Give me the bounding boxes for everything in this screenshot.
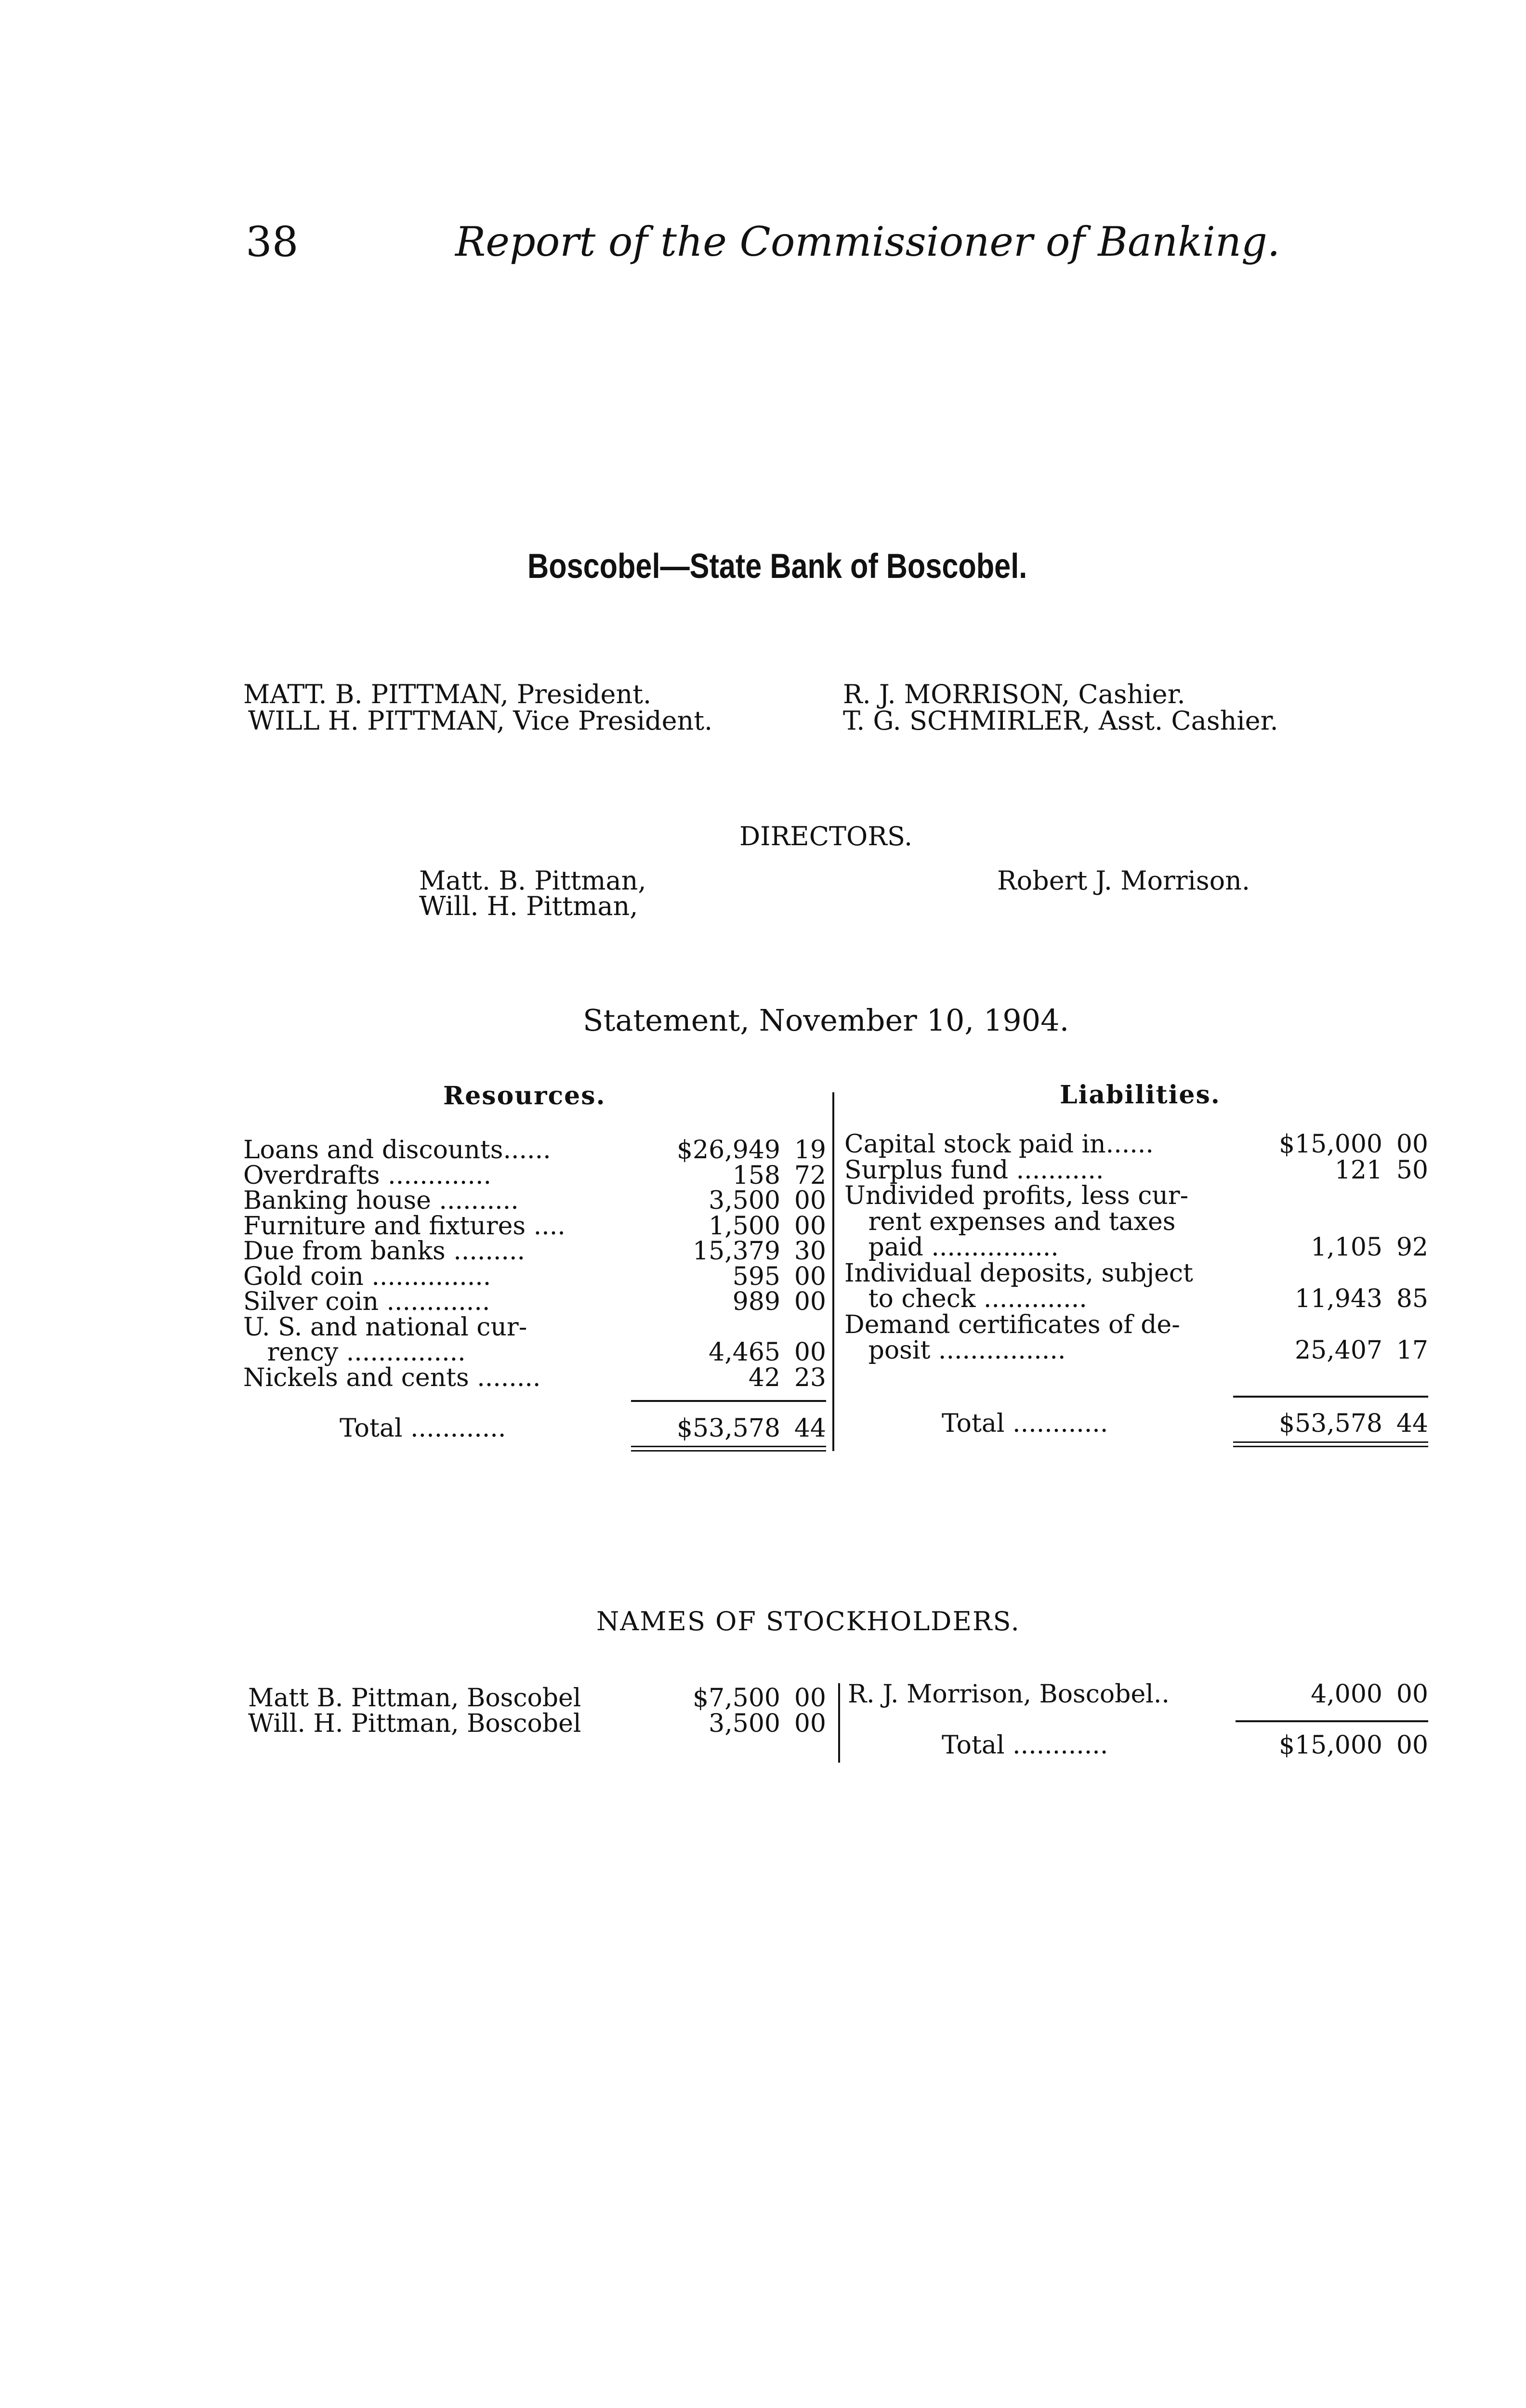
total-cents: 44 — [1396, 1409, 1428, 1438]
ledger-row — [243, 1211, 826, 1241]
total-rule — [1236, 1720, 1428, 1722]
row-dollars: 3,500 — [709, 1186, 780, 1215]
row-cents: 85 — [1396, 1284, 1428, 1313]
total-rule — [1233, 1396, 1428, 1398]
row-cents: 00 — [794, 1338, 826, 1367]
stockholder-cents: 00 — [1396, 1680, 1428, 1709]
ledger-row — [243, 1312, 826, 1342]
row-cents: 00 — [794, 1186, 826, 1215]
officer-vice-president: WILL H. PITTMAN, Vice President. — [248, 706, 713, 736]
row-cents: 30 — [794, 1237, 826, 1266]
row-label: Loans and discounts...... — [243, 1136, 551, 1165]
row-dollars: 11,943 — [1295, 1284, 1382, 1313]
row-dollars: 158 — [732, 1161, 780, 1190]
ledger-row — [243, 1365, 826, 1390]
ledger-row — [243, 1163, 826, 1188]
row-cents: 17 — [1396, 1336, 1428, 1365]
row-dollars: 1,105 — [1311, 1233, 1382, 1262]
liabilities-total-row — [942, 1411, 1428, 1436]
statement-date: Statement, November 10, 1904. — [583, 1003, 1069, 1038]
total-dollars: $53,578 — [676, 1414, 780, 1443]
row-label: Undivided profits, less cur- — [844, 1181, 1189, 1210]
ledger-row — [243, 1264, 826, 1289]
directors-heading: DIRECTORS. — [739, 821, 913, 851]
stockholders-heading: NAMES OF STOCKHOLDERS. — [596, 1606, 1020, 1636]
director-name: Will. H. Pittman, — [419, 891, 638, 921]
resources-total-row — [340, 1416, 826, 1441]
resources-heading: Resources. — [443, 1081, 606, 1111]
liabilities-heading: Liabilities. — [1060, 1080, 1221, 1110]
row-label: posit ................ — [844, 1336, 1066, 1365]
row-label: Overdrafts ............. — [243, 1161, 492, 1190]
row-cents: 00 — [794, 1287, 826, 1316]
column-divider — [838, 1683, 840, 1763]
total-label: Total ............ — [942, 1409, 1108, 1438]
row-dollars: 121 — [1334, 1155, 1382, 1185]
row-label: U. S. and national cur- — [243, 1312, 527, 1342]
row-label: Demand certificates of de- — [844, 1310, 1180, 1339]
stockholder-name: Matt B. Pittman, Boscobel — [248, 1684, 581, 1713]
total-cents: 00 — [1396, 1731, 1428, 1760]
row-label: Nickels and cents ........ — [243, 1363, 541, 1392]
row-label: Individual deposits, subject — [844, 1258, 1193, 1288]
row-label: Banking house .......... — [243, 1186, 519, 1215]
row-cents: 23 — [794, 1363, 826, 1392]
ledger-row — [243, 1289, 826, 1314]
ledger-row — [243, 1138, 826, 1163]
row-cents: 19 — [794, 1136, 826, 1165]
total-dollars: $53,578 — [1278, 1409, 1382, 1438]
row-label: Silver coin ............. — [243, 1287, 490, 1316]
row-label: rency ............... — [243, 1338, 466, 1367]
stockholders-total-row — [942, 1733, 1428, 1758]
page-number: 38 — [246, 218, 299, 266]
ledger-row — [844, 1132, 1428, 1157]
double-rule — [1233, 1441, 1428, 1447]
total-label: Total ............ — [340, 1414, 506, 1443]
officer-cashier: R. J. MORRISON, Cashier. — [843, 679, 1185, 709]
ledger-row — [844, 1209, 1428, 1234]
row-cents: 72 — [794, 1161, 826, 1190]
bank-title: Boscobel—State Bank of Boscobel. — [527, 547, 1027, 586]
stockholder-cents: 00 — [794, 1684, 826, 1713]
row-cents: 50 — [1396, 1155, 1428, 1185]
stockholder-cents: 00 — [794, 1709, 826, 1738]
ledger-row — [844, 1235, 1428, 1260]
double-rule — [631, 1446, 826, 1452]
row-label: to check ............. — [844, 1284, 1087, 1313]
officer-president: MATT. B. PITTMAN, President. — [243, 679, 652, 709]
stockholder-dollars: 4,000 — [1311, 1680, 1382, 1709]
stockholder-name: Will. H. Pittman, Boscobel — [248, 1709, 581, 1738]
row-dollars: 595 — [732, 1262, 780, 1291]
row-cents: 00 — [1396, 1130, 1428, 1159]
ledger-row — [243, 1340, 826, 1365]
officer-asst-cashier: T. G. SCHMIRLER, Asst. Cashier. — [843, 706, 1278, 736]
row-label: paid ................ — [844, 1233, 1059, 1262]
stockholder-dollars: 3,500 — [709, 1709, 780, 1738]
row-cents: 00 — [794, 1211, 826, 1241]
row-dollars: $15,000 — [1278, 1130, 1382, 1159]
column-divider — [832, 1092, 834, 1451]
running-title: Report of the Commissioner of Banking. — [455, 218, 1280, 265]
stockholder-name: R. J. Morrison, Boscobel.. — [848, 1680, 1170, 1709]
row-dollars: 25,407 — [1295, 1336, 1382, 1365]
row-label: Due from banks ......... — [243, 1237, 525, 1266]
ledger-row — [243, 1188, 826, 1213]
row-dollars: 15,379 — [693, 1237, 780, 1266]
ledger-row — [844, 1312, 1428, 1337]
row-label: rent expenses and taxes — [844, 1207, 1176, 1236]
row-dollars: 1,500 — [709, 1211, 780, 1241]
stockholder-dollars: $7,500 — [693, 1684, 780, 1713]
stockholder-row — [848, 1682, 1428, 1707]
ledger-row — [844, 1338, 1428, 1363]
director-name: Robert J. Morrison. — [997, 865, 1250, 896]
row-label: Capital stock paid in...... — [844, 1130, 1154, 1159]
row-label: Furniture and fixtures .... — [243, 1211, 566, 1241]
row-cents: 92 — [1396, 1233, 1428, 1262]
ledger-row — [844, 1155, 1428, 1185]
director-name: Matt. B. Pittman, — [419, 865, 646, 896]
total-cents: 44 — [794, 1414, 826, 1443]
ledger-row — [844, 1183, 1428, 1208]
ledger-row — [844, 1286, 1428, 1311]
stockholder-row — [248, 1686, 826, 1711]
ledger-row — [844, 1258, 1428, 1288]
total-dollars: $15,000 — [1278, 1731, 1382, 1760]
total-label: Total ............ — [942, 1731, 1108, 1760]
ledger-row — [243, 1239, 826, 1264]
row-dollars: 989 — [732, 1287, 780, 1316]
stockholder-row — [248, 1711, 826, 1736]
row-label: Gold coin ............... — [243, 1262, 491, 1291]
row-cents: 00 — [794, 1262, 826, 1291]
row-dollars: 42 — [748, 1363, 780, 1392]
total-rule — [631, 1400, 826, 1402]
row-label: Surplus fund ........... — [844, 1155, 1104, 1185]
row-dollars: $26,949 — [676, 1136, 780, 1165]
row-dollars: 4,465 — [709, 1338, 780, 1367]
